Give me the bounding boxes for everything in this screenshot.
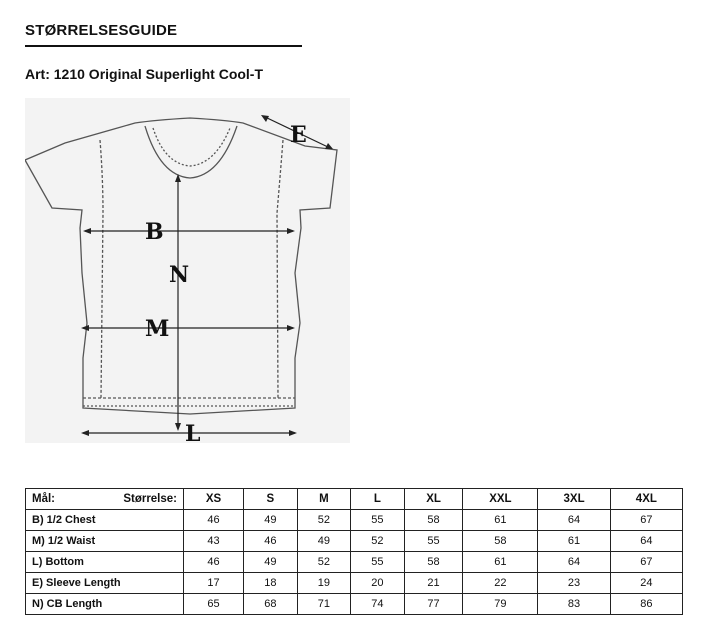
- table-body: [26, 510, 683, 615]
- measurement-cell: 61: [463, 552, 538, 573]
- measurement-cell: 18: [244, 573, 298, 594]
- label-e: E: [290, 122, 307, 148]
- measurement-cell: 64: [538, 510, 610, 531]
- row-label: L) Bottom: [26, 552, 184, 573]
- row-label: M) 1/2 Waist: [26, 531, 184, 552]
- size-header-4xl: 4XL: [610, 489, 682, 510]
- measurement-cell: 22: [463, 573, 538, 594]
- table-row: [26, 510, 683, 531]
- table-row: [26, 573, 683, 594]
- measurement-cell: 46: [244, 531, 298, 552]
- measurement-cell: 58: [404, 552, 463, 573]
- measurement-cell: 68: [244, 594, 298, 615]
- measurement-cell: 23: [538, 573, 610, 594]
- measurement-cell: 52: [297, 510, 351, 531]
- measurement-cell: 74: [351, 594, 405, 615]
- corner-measure-label: Mål:: [32, 493, 55, 505]
- row-label: N) CB Length: [26, 594, 184, 615]
- tshirt-measurement-diagram: [25, 98, 350, 443]
- size-header-xxl: XXL: [463, 489, 538, 510]
- row-label: B) 1/2 Chest: [26, 510, 184, 531]
- label-m: M: [145, 316, 170, 342]
- label-n: N: [169, 262, 190, 288]
- size-header-s: S: [244, 489, 298, 510]
- measurement-cell: 46: [184, 552, 244, 573]
- row-label: E) Sleeve Length: [26, 573, 184, 594]
- measurement-cell: 55: [351, 510, 405, 531]
- table-row: [26, 531, 683, 552]
- size-header-xs: XS: [184, 489, 244, 510]
- measurement-cell: 65: [184, 594, 244, 615]
- measurement-cell: 49: [244, 552, 298, 573]
- measurement-cell: 52: [297, 552, 351, 573]
- measurement-cell: 71: [297, 594, 351, 615]
- size-header-l: L: [351, 489, 405, 510]
- corner-size-label: Størrelse:: [123, 493, 177, 505]
- measurement-cell: 64: [610, 531, 682, 552]
- article-title: Art: 1210 Original Superlight Cool-T: [25, 66, 264, 82]
- measurement-cell: 61: [463, 510, 538, 531]
- size-header-m: M: [297, 489, 351, 510]
- page-heading: STØRRELSESGUIDE: [25, 22, 178, 39]
- measurement-cell: 49: [297, 531, 351, 552]
- measurement-cell: 58: [404, 510, 463, 531]
- measurement-cell: 43: [184, 531, 244, 552]
- measurement-cell: 77: [404, 594, 463, 615]
- size-header-xl: XL: [404, 489, 463, 510]
- size-header-3xl: 3XL: [538, 489, 610, 510]
- label-l: L: [185, 421, 201, 443]
- measurement-cell: 58: [463, 531, 538, 552]
- measurement-cell: 55: [404, 531, 463, 552]
- table-header-row: [26, 489, 683, 510]
- table-row: [26, 552, 683, 573]
- measurement-cell: 46: [184, 510, 244, 531]
- measurement-cell: 17: [184, 573, 244, 594]
- heading-underline: [25, 45, 302, 47]
- measurement-cell: 67: [610, 510, 682, 531]
- measurement-cell: 83: [538, 594, 610, 615]
- measurement-cell: 52: [351, 531, 405, 552]
- table-row: [26, 594, 683, 615]
- measurement-cell: 20: [351, 573, 405, 594]
- measurement-cell: 86: [610, 594, 682, 615]
- table-corner-cell: [26, 489, 184, 510]
- measurement-cell: 21: [404, 573, 463, 594]
- measurement-cell: 55: [351, 552, 405, 573]
- measurement-cell: 61: [538, 531, 610, 552]
- size-chart-table: [25, 488, 683, 615]
- label-b: B: [145, 219, 164, 245]
- measurement-cell: 67: [610, 552, 682, 573]
- measurement-cell: 49: [244, 510, 298, 531]
- measurement-cell: 64: [538, 552, 610, 573]
- measurement-cell: 79: [463, 594, 538, 615]
- measurement-cell: 19: [297, 573, 351, 594]
- measurement-cell: 24: [610, 573, 682, 594]
